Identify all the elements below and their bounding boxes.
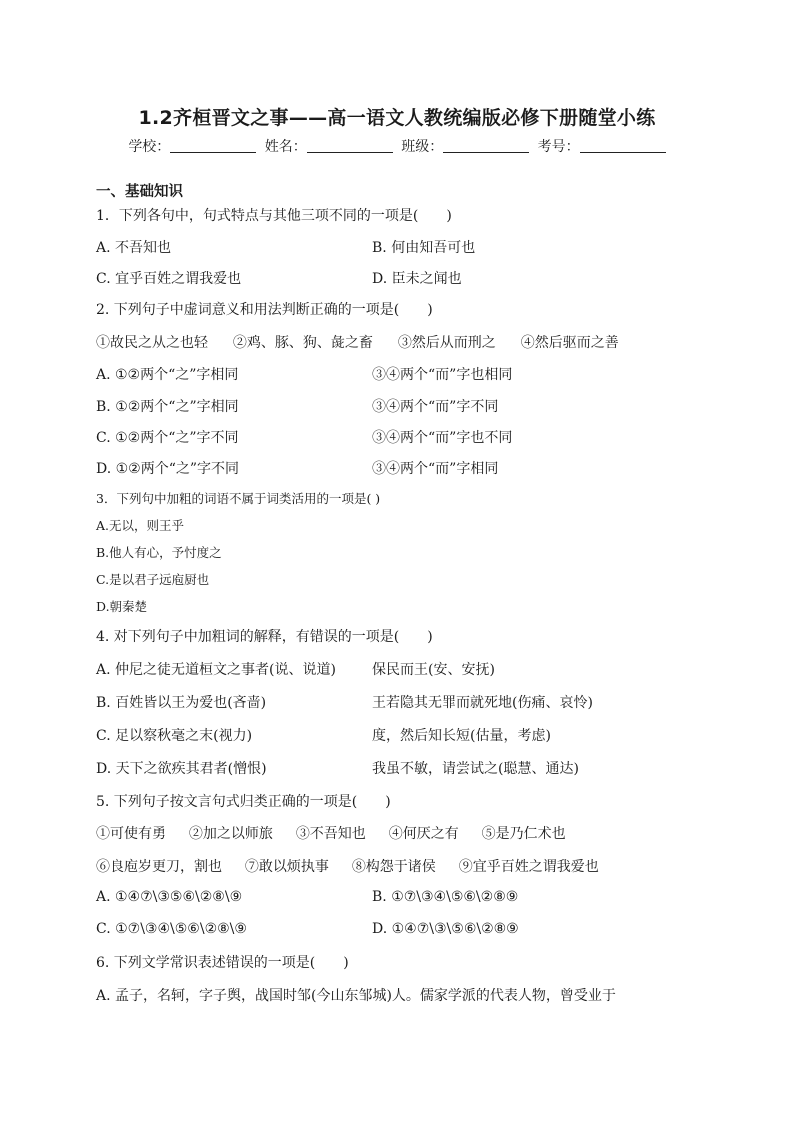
q1-option-c: C. 宜乎百姓之谓我爱也	[96, 271, 242, 287]
q2-option-b-part2: ③④两个“而”字不同	[372, 399, 499, 415]
q2-option-a-part2: ③④两个“而”字也相同	[372, 367, 513, 383]
q2-item-4: ④然后驱而之善	[520, 335, 619, 351]
q2-option-c-part2: ③④两个“而”字也不同	[372, 430, 513, 446]
q2-option-d-part1: D. ①②两个“之”字不同	[96, 461, 240, 477]
q2-option-c-part1: C. ①②两个“之”字不同	[96, 430, 239, 446]
q5-item-9: ⑨宜乎百姓之谓我爱也	[458, 859, 599, 875]
school-blank[interactable]	[170, 138, 256, 153]
q2-option-b-part1: B. ①②两个“之”字相同	[96, 399, 239, 415]
q4-option-a-part2: 保民而王(安、安抚)	[372, 662, 495, 678]
q5-stem: 5. 下列句子按文言句式归类正确的一项是( )	[96, 794, 391, 810]
q4-stem: 4. 对下列句子中加粗词的解释，有错误的一项是( )	[96, 629, 433, 645]
page-title: 1.2齐桓晋文之事——高一语文人教统编版必修下册随堂小练	[138, 107, 656, 129]
q2-items	[96, 332, 619, 352]
q4-option-a-part1: A. 仲尼之徒无道桓文之事者(说、说道)	[96, 662, 336, 678]
q5-item-5: ⑤是乃仁术也	[481, 826, 566, 842]
q5-item-7: ⑦敢以烦执事	[244, 859, 329, 875]
q5-option-d: D. ①④⑦\③\⑤⑥\②⑧⑨	[372, 921, 519, 937]
q5-items-row1	[96, 823, 566, 843]
q3-option-b: B.他人有心，予忖度之	[96, 545, 222, 560]
section-heading: 一、基础知识	[96, 184, 183, 200]
field-label-class: 班级：	[401, 139, 444, 155]
q4-option-b-part1: B. 百姓皆以王为爱也(吝啬)	[96, 695, 267, 711]
q3-option-c: C.是以君子远庖厨也	[96, 572, 210, 587]
q1-option-b: B. 何由知吾可也	[372, 240, 476, 256]
q5-items-row2	[96, 856, 599, 876]
q6-option-a: A. 孟子，名轲，字子舆，战国时邹(今山东邹城)人。儒家学派的代表人物，曾受业于	[96, 988, 616, 1004]
field-label-name: 姓名：	[264, 139, 307, 155]
q2-item-3: ③然后从而刑之	[397, 335, 496, 351]
q2-option-d-part2: ③④两个“而”字相同	[372, 461, 499, 477]
q3-stem: 3．下列句中加粗的词语不属于词类活用的一项是( )	[96, 491, 381, 506]
q5-item-2: ②加之以师旅	[188, 826, 273, 842]
q5-item-6: ⑥良庖岁更刀，割也	[96, 859, 222, 875]
q6-stem: 6. 下列文学常识表述错误的一项是( )	[96, 955, 349, 971]
q5-item-1: ①可使有勇	[96, 826, 166, 842]
q5-option-a: A. ①④⑦\③⑤⑥\②⑧\⑨	[96, 889, 243, 905]
q2-item-1: ①故民之从之也轻	[96, 335, 208, 351]
q5-item-4: ④何厌之有	[388, 826, 459, 842]
q2-stem: 2. 下列句子中虚词意义和用法判断正确的一项是( )	[96, 302, 433, 318]
q5-option-c: C. ①⑦\③④\⑤⑥\②⑧\⑨	[96, 921, 247, 937]
q4-option-d-part1: D. 天下之欲疾其君者(憎恨)	[96, 761, 267, 777]
q4-option-c-part1: C. 足以察秋毫之末(视力)	[96, 728, 253, 744]
q4-option-d-part2: 我虽不敏，请尝试之(聪慧、通达)	[372, 761, 579, 777]
field-label-school: 学校：	[128, 139, 171, 155]
q1-option-d: D. 臣未之闻也	[372, 271, 462, 287]
q2-item-2: ②鸡、豚、狗、彘之畜	[232, 335, 373, 351]
q4-option-c-part2: 度，然后知长短(估量，考虑)	[372, 728, 551, 744]
q3-option-a: A.无以，则王乎	[96, 518, 185, 533]
q5-option-b: B. ①⑦\③④\⑤⑥\②⑧⑨	[372, 889, 519, 905]
q2-option-a-part1: A. ①②两个“之”字相同	[96, 367, 239, 383]
exam-number-blank[interactable]	[580, 138, 666, 153]
q4-option-b-part2: 王若隐其无罪而就死地(伤痛、哀怜)	[372, 695, 593, 711]
q1-option-a: A. 不吾知也	[96, 240, 172, 256]
q5-item-3: ③不吾知也	[295, 826, 366, 842]
student-info-row	[0, 136, 794, 156]
class-blank[interactable]	[443, 138, 529, 153]
q1-stem: 1．下列各句中，句式特点与其他三项不同的一项是( )	[96, 208, 452, 224]
q3-option-d: D.朝秦楚	[96, 599, 148, 614]
field-label-exam-number: 考号：	[537, 139, 580, 155]
q5-item-8: ⑧构怨于诸侯	[351, 859, 436, 875]
name-blank[interactable]	[307, 138, 393, 153]
